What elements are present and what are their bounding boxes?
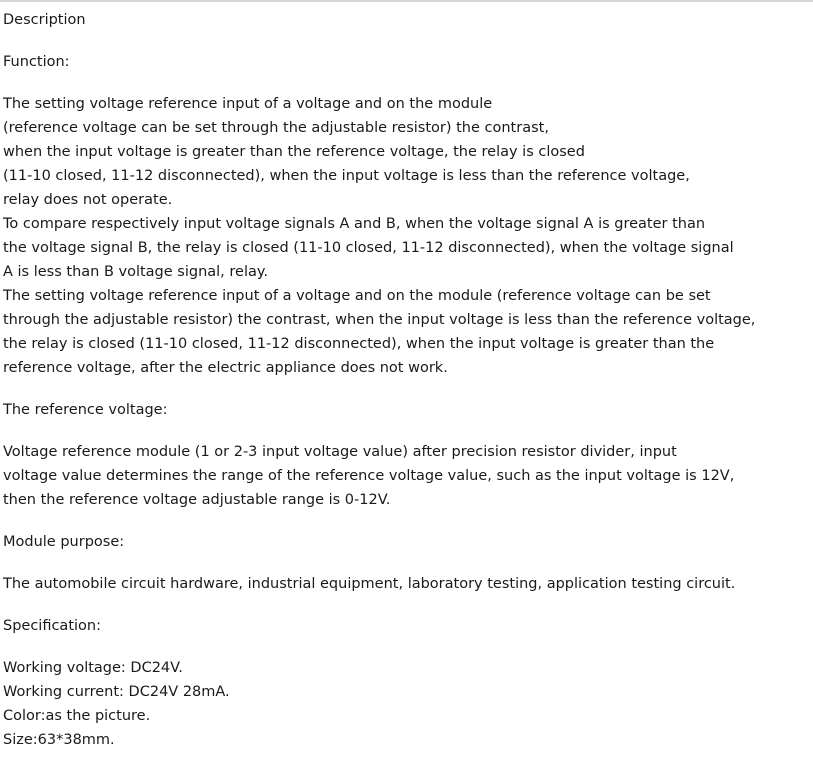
specification-heading: Specification: — [3, 618, 101, 634]
paragraph-line: relay does not operate. — [3, 192, 173, 208]
function-heading: Function: — [3, 54, 70, 70]
spec-item: Working current: DC24V 28mA. — [3, 684, 230, 700]
paragraph-line: (11-10 closed, 11-12 disconnected), when the input voltage is less than the reference voltage, — [3, 168, 690, 184]
spec-item: Working voltage: DC24V. — [3, 660, 183, 676]
spacer — [3, 32, 811, 50]
reference-paragraph — [3, 440, 811, 512]
purpose-heading: Module purpose: — [3, 534, 125, 550]
spacer — [3, 422, 811, 440]
spacer — [3, 638, 811, 656]
spec-item: Color:as the picture. — [3, 708, 151, 724]
spacer — [3, 74, 811, 92]
paragraph-line: when the input voltage is greater than the reference voltage, the relay is closed — [3, 144, 585, 160]
paragraph-line: then the reference voltage adjustable range is 0-12V. — [3, 492, 391, 508]
paragraph-line: The setting voltage reference input of a voltage and on the module (reference voltage can be set — [3, 288, 711, 304]
spacer — [3, 554, 811, 572]
paragraph-line: the voltage signal B, the relay is closed (11-10 closed, 11-12 disconnected), when the voltage signal — [3, 240, 734, 256]
paragraph-line: reference voltage, after the electric appliance does not work. — [3, 360, 448, 376]
specification-list — [3, 656, 811, 752]
function-paragraph — [3, 92, 811, 380]
paragraph-line: through the adjustable resistor) the contrast, when the input voltage is less than the reference voltage, — [3, 312, 756, 328]
spacer — [3, 512, 811, 530]
paragraph-line: the relay is closed (11-10 closed, 11-12 disconnected), when the input voltage is greater than the — [3, 336, 715, 352]
paragraph-line: voltage value determines the range of the reference voltage value, such as the input voltage is 12V, — [3, 468, 735, 484]
spacer — [3, 596, 811, 614]
paragraph-line: The automobile circuit hardware, industrial equipment, laboratory testing, application testing circuit. — [3, 576, 736, 592]
paragraph-line: To compare respectively input voltage signals A and B, when the voltage signal A is greater than — [3, 216, 706, 232]
paragraph-line: (reference voltage can be set through the adjustable resistor) the contrast, — [3, 120, 549, 136]
paragraph-line: The setting voltage reference input of a voltage and on the module — [3, 96, 493, 112]
top-divider — [0, 0, 813, 2]
spec-item: Size:63*38mm. — [3, 732, 115, 748]
purpose-paragraph — [3, 572, 811, 596]
spacer — [3, 380, 811, 398]
paragraph-line: Voltage reference module (1 or 2-3 input voltage value) after precision resistor divider, input — [3, 444, 677, 460]
product-description — [3, 8, 811, 752]
description-title: Description — [3, 12, 86, 28]
reference-heading: The reference voltage: — [3, 402, 168, 418]
paragraph-line: A is less than B voltage signal, relay. — [3, 264, 269, 280]
